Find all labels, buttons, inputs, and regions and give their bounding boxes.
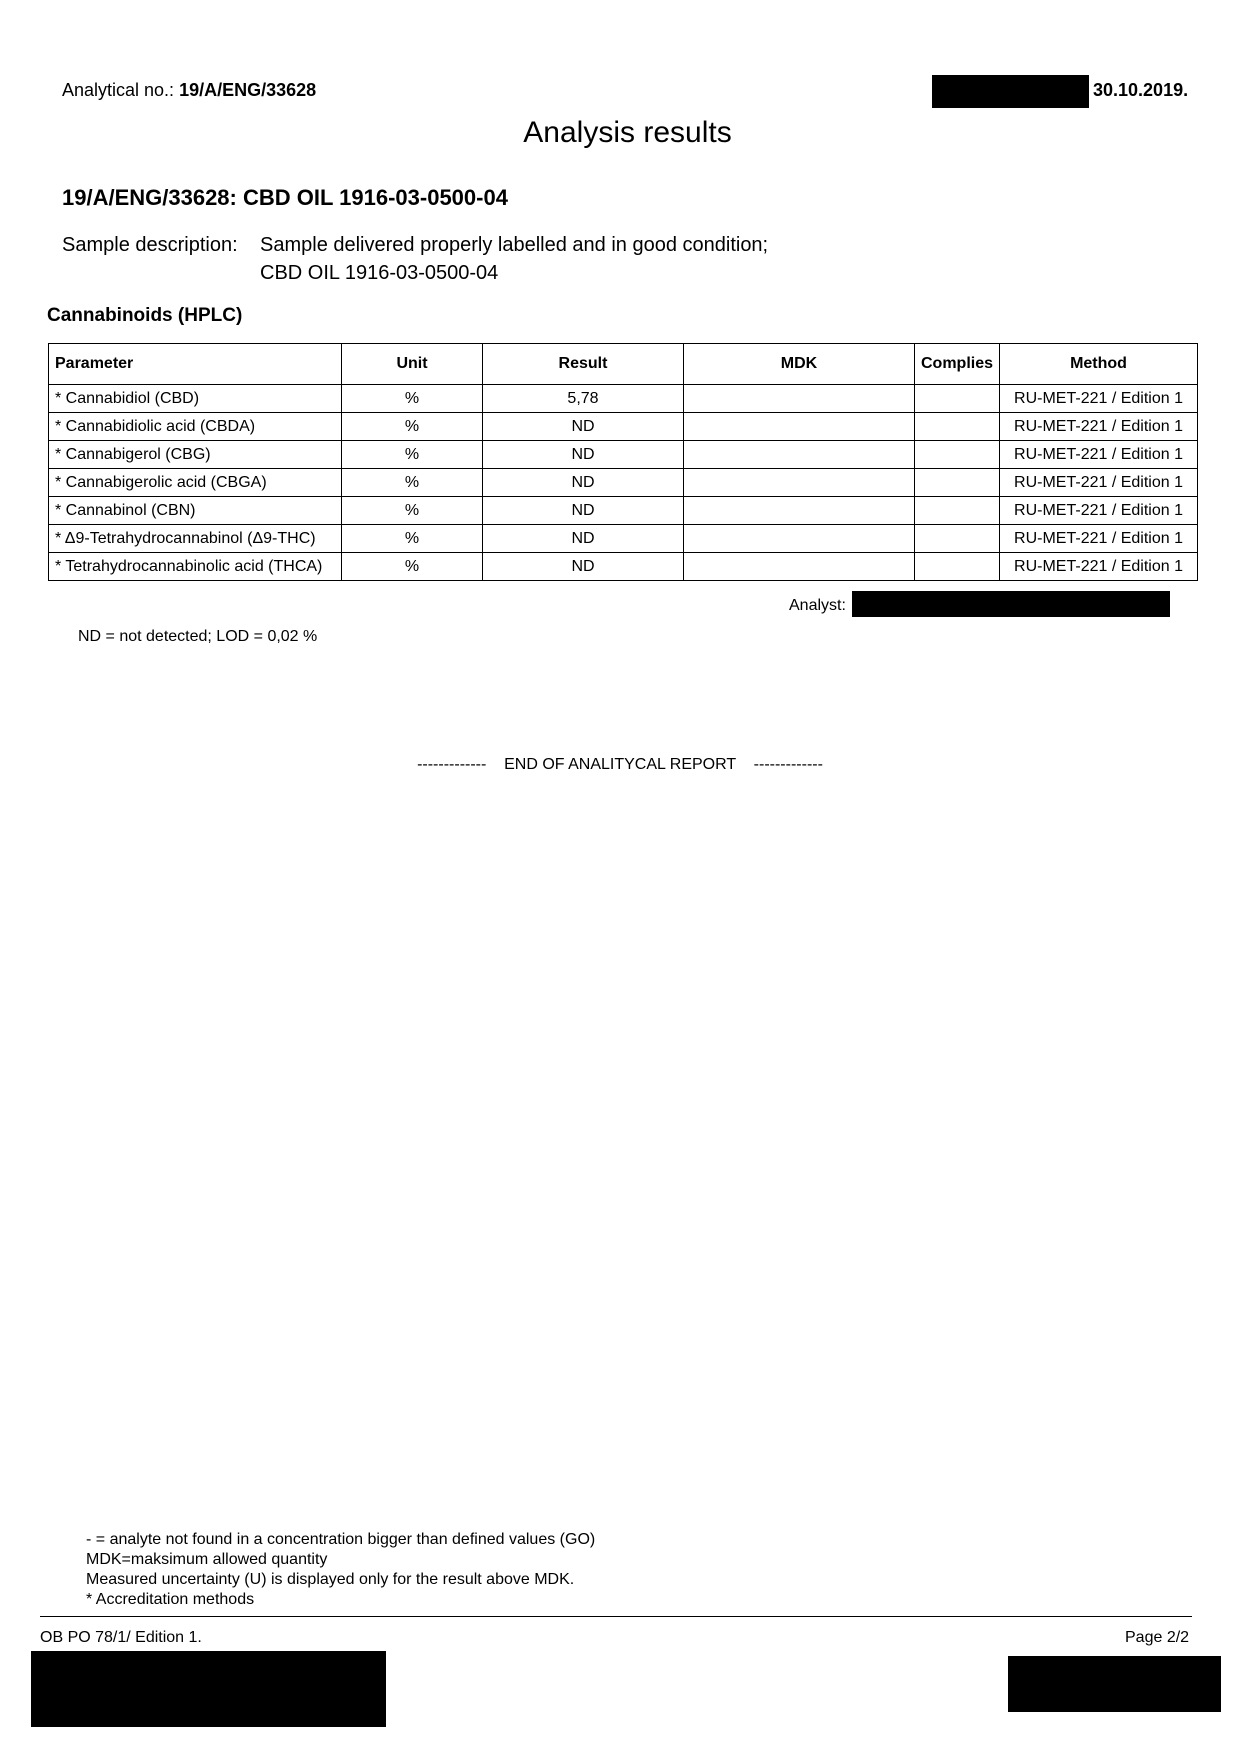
cell-mdk — [684, 525, 915, 553]
table-row — [49, 469, 1198, 497]
cell-result: ND — [483, 497, 684, 525]
footer-page-number: Page 2/2 — [1125, 1629, 1190, 1646]
column-header-result: Result — [483, 344, 684, 385]
cell-unit: % — [342, 413, 483, 441]
cell-result: ND — [483, 525, 684, 553]
footer-document-code: OB PO 78/1/ Edition 1. — [40, 1629, 202, 1646]
table-header-row — [49, 344, 1198, 385]
cell-mdk — [684, 553, 915, 581]
sample-heading: 19/A/ENG/33628: CBD OIL 1916-03-0500-04 — [62, 185, 508, 210]
results-table — [48, 343, 1198, 581]
column-header-complies: Complies — [915, 344, 1000, 385]
page-title: Analysis results — [523, 116, 732, 149]
cell-result: ND — [483, 553, 684, 581]
cell-mdk — [684, 385, 915, 413]
section-title: Cannabinoids (HPLC) — [47, 305, 243, 326]
cell-unit: % — [342, 525, 483, 553]
cell-unit: % — [342, 385, 483, 413]
cell-result: ND — [483, 441, 684, 469]
analytical-number-value: 19/A/ENG/33628 — [179, 80, 317, 100]
cell-parameter: * Cannabinol (CBN) — [49, 497, 342, 525]
footnote-line: MDK=maksimum allowed quantity — [86, 1551, 328, 1568]
footnote-line: - = analyte not found in a concentration bigger than defined values (GO) — [86, 1531, 596, 1548]
cell-method: RU-MET-221 / Edition 1 — [1000, 469, 1198, 497]
cell-method: RU-MET-221 / Edition 1 — [1000, 525, 1198, 553]
column-header-method: Method — [1000, 344, 1198, 385]
column-header-unit: Unit — [342, 344, 483, 385]
cell-unit: % — [342, 497, 483, 525]
footer-divider — [40, 1616, 1192, 1617]
end-of-report-marker: ------------- END OF ANALITYCAL REPORT ------------- — [417, 756, 823, 773]
column-header-parameter: Parameter — [49, 344, 342, 385]
nd-note: ND = not detected; LOD = 0,02 % — [78, 628, 318, 645]
cell-complies — [915, 413, 1000, 441]
redaction-box-header — [932, 75, 1089, 108]
cell-result: ND — [483, 413, 684, 441]
cell-unit: % — [342, 441, 483, 469]
analyst-label: Analyst: — [789, 597, 846, 614]
analytical-number — [62, 80, 316, 101]
table-row — [49, 385, 1198, 413]
table-row — [49, 553, 1198, 581]
table-row — [49, 525, 1198, 553]
cell-complies — [915, 385, 1000, 413]
cell-parameter: * Cannabidiol (CBD) — [49, 385, 342, 413]
footnotes — [86, 1530, 595, 1610]
sample-description-label: Sample description: — [62, 234, 238, 256]
footnote-line: Measured uncertainty (U) is displayed only for the result above MDK. — [86, 1571, 575, 1588]
cell-mdk — [684, 497, 915, 525]
cell-unit: % — [342, 553, 483, 581]
cell-method: RU-MET-221 / Edition 1 — [1000, 441, 1198, 469]
footnote-line: * Accreditation methods — [86, 1591, 255, 1608]
sample-description-line1: Sample delivered properly labelled and in good condition; — [260, 234, 769, 256]
cell-parameter: * Cannabigerolic acid (CBGA) — [49, 469, 342, 497]
cell-method: RU-MET-221 / Edition 1 — [1000, 385, 1198, 413]
cell-method: RU-MET-221 / Edition 1 — [1000, 553, 1198, 581]
redaction-box-analyst — [852, 591, 1170, 617]
table-row — [49, 441, 1198, 469]
cell-mdk — [684, 469, 915, 497]
cell-parameter: * Tetrahydrocannabinolic acid (THCA) — [49, 553, 342, 581]
cell-unit: % — [342, 469, 483, 497]
table-row — [49, 497, 1198, 525]
report-date: 30.10.2019. — [1093, 80, 1189, 100]
cell-parameter: * Δ9-Tetrahydrocannabinol (Δ9-THC) — [49, 525, 342, 553]
redaction-box-footer-right — [1008, 1656, 1221, 1712]
cell-mdk — [684, 441, 915, 469]
cell-parameter: * Cannabigerol (CBG) — [49, 441, 342, 469]
column-header-mdk: MDK — [684, 344, 915, 385]
sample-description-line2: CBD OIL 1916-03-0500-04 — [260, 262, 499, 284]
cell-result: ND — [483, 469, 684, 497]
cell-method: RU-MET-221 / Edition 1 — [1000, 413, 1198, 441]
analytical-number-label: Analytical no.: — [62, 80, 180, 100]
cell-mdk — [684, 413, 915, 441]
cell-complies — [915, 441, 1000, 469]
cell-parameter: * Cannabidiolic acid (CBDA) — [49, 413, 342, 441]
redaction-box-footer-left — [31, 1651, 386, 1727]
cell-method: RU-MET-221 / Edition 1 — [1000, 497, 1198, 525]
cell-complies — [915, 553, 1000, 581]
cell-complies — [915, 497, 1000, 525]
cell-complies — [915, 469, 1000, 497]
table-row — [49, 413, 1198, 441]
cell-complies — [915, 525, 1000, 553]
cell-result: 5,78 — [483, 385, 684, 413]
